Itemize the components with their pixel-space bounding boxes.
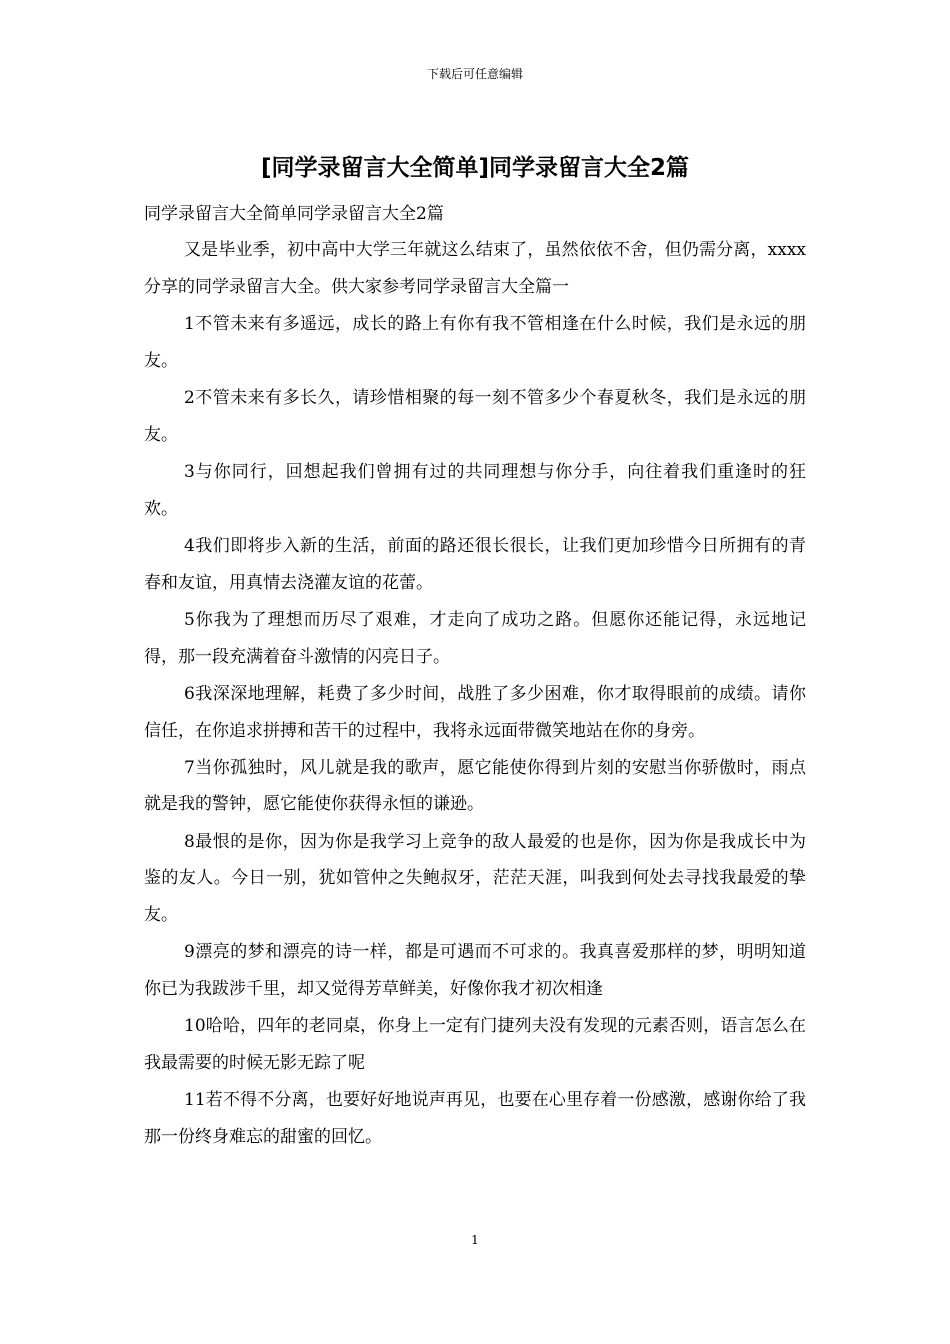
paragraph-2: 2不管未来有多长久，请珍惜相聚的每一刻不管多少个春夏秋冬，我们是永远的朋友。 — [144, 387, 806, 445]
document-title: [同学录留言大全简单]同学录留言大全2篇 — [260, 155, 690, 181]
paragraph-7: 7当你孤独时，风儿就是我的歌声，愿它能使你得到片刻的安慰当你骄傲时，雨点就是我的警钟，愿它能使你获得永恒的谦逊。 — [144, 757, 806, 815]
paragraph-10: 10哈哈，四年的老同桌，你身上一定有门捷列夫没有发现的元素否则，语言怎么在我最需要的时候无影无踪了呢 — [144, 1016, 806, 1074]
paragraph-9: 9漂亮的梦和漂亮的诗一样，都是可遇而不可求的。我真喜爱那样的梦，明明知道你已为我跋涉千里，却又觉得芳草鲜美，好像你我才初次相逢 — [144, 942, 806, 1000]
document-body — [144, 196, 806, 1156]
paragraph-11: 11若不得不分离，也要好好地说声再见，也要在心里存着一份感激，感谢你给了我那一份终身难忘的甜蜜的回忆。 — [144, 1090, 806, 1148]
paragraph-8: 8最恨的是你，因为你是我学习上竞争的敌人最爱的也是你，因为你是我成长中为鉴的友人。今日一别，犹如管仲之失鲍叔牙，茫茫天涯，叫我到何处去寻找我最爱的挚友。 — [144, 831, 806, 926]
paragraph-intro: 又是毕业季，初中高中大学三年就这么结束了，虽然依依不舍，但仍需分离，xxxx分享的同学录留言大全。供大家参考同学录留言大全篇一 — [144, 240, 806, 297]
paragraph-1: 1不管未来有多遥远，成长的路上有你有我不管相逢在什么时候，我们是永远的朋友。 — [144, 313, 806, 371]
paragraph-3: 3与你同行，回想起我们曾拥有过的共同理想与你分手，向往着我们重逢时的狂欢。 — [144, 461, 806, 519]
paragraph-4: 4我们即将步入新的生活，前面的路还很长很长，让我们更加珍惜今日所拥有的青春和友谊，用真情去浇灌友谊的花蕾。 — [144, 535, 806, 593]
paragraph-5: 5你我为了理想而历尽了艰难，才走向了成功之路。但愿你还能记得，永远地记得，那一段充满着奋斗激情的闪亮日子。 — [144, 609, 806, 667]
page-number: 1 — [471, 1233, 479, 1247]
document-subtitle: 同学录留言大全简单同学录留言大全2篇 — [144, 204, 444, 224]
header-note: 下载后可任意编辑 — [426, 67, 523, 81]
paragraph-6: 6我深深地理解，耗费了多少时间，战胜了多少困难，你才取得眼前的成绩。请你信任，在你追求拼搏和苦干的过程中，我将永远面带微笑地站在你的身旁。 — [144, 683, 806, 741]
